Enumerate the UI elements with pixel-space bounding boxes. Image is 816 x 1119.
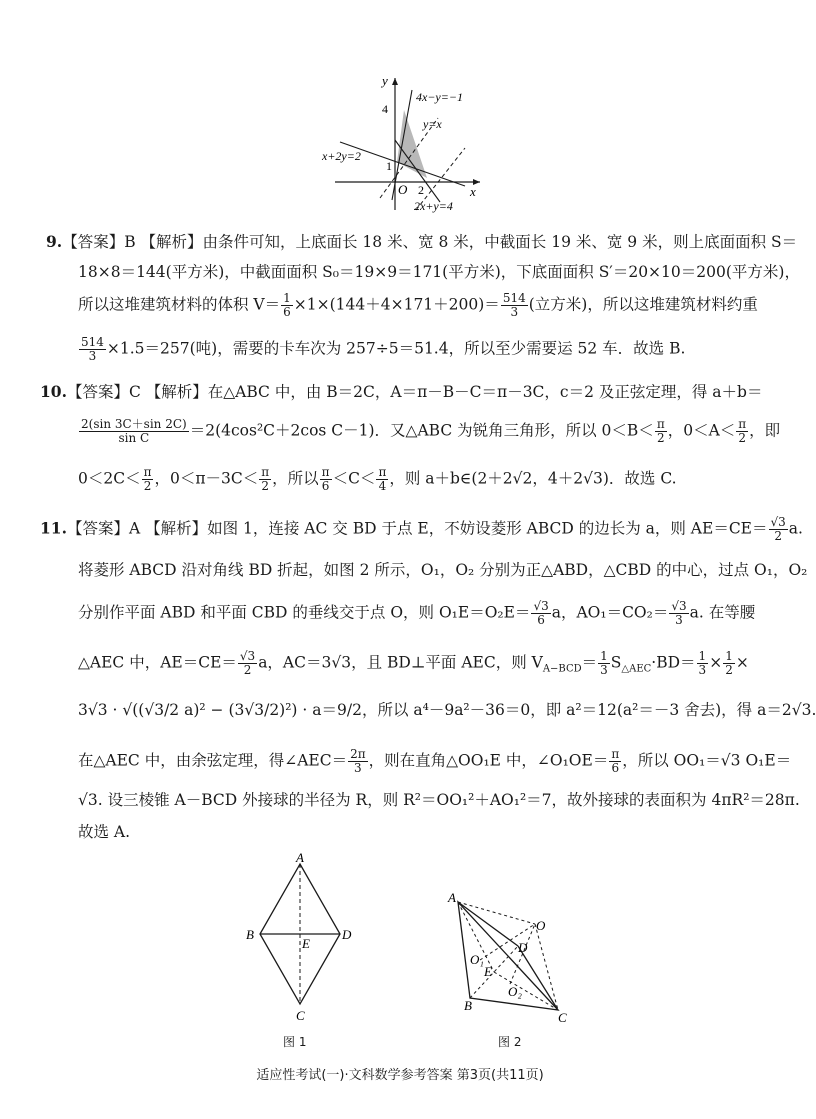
q10-frac-3 <box>736 418 748 445</box>
q9-line2 <box>78 262 800 282</box>
frac-den: 2 <box>738 431 747 445</box>
frac-num: √3 <box>770 515 786 529</box>
q11-line6 <box>78 747 792 775</box>
label-4x-y: 4x−y=−1 <box>416 90 463 104</box>
fig2-label-o2: O₂ <box>508 984 522 999</box>
fig2-label-d: D <box>518 940 528 955</box>
fig2-label-o1: O₁ <box>470 952 484 967</box>
frac-num: 2π <box>350 747 366 761</box>
figure-1-caption: 图 1 <box>283 1035 307 1049</box>
q11-frac-5 <box>598 650 610 677</box>
q11-frac-7 <box>723 650 735 677</box>
q11-line5 <box>78 700 816 720</box>
q11-text-3b: a，AO₁＝CO₂＝ <box>551 603 669 622</box>
q10-text-2c: ，即 <box>749 421 781 440</box>
frac-den: 2 <box>243 663 252 677</box>
q9-line1 <box>46 232 798 252</box>
q10-line1 <box>40 382 763 402</box>
q11-frac-6 <box>697 650 709 677</box>
q9-text-3c: (立方米)，所以这堆建筑材料约重 <box>528 295 758 314</box>
q11-line3 <box>78 600 760 627</box>
frac-den: 6 <box>611 761 620 775</box>
frac-den: 2 <box>261 479 270 493</box>
q11-text-4f: × <box>709 653 723 672</box>
q11-frac-8 <box>348 748 368 775</box>
fig2-label-c: C <box>558 1010 567 1025</box>
frac-den: 3 <box>600 663 608 677</box>
q11-text-6c: ，所以 OO₁＝√3 O₁E＝ <box>622 751 792 770</box>
fig2-label-a: A <box>448 890 456 905</box>
q10-number: 10. <box>40 382 67 401</box>
frac-num: √3 <box>533 599 549 613</box>
fig2-label-e: E <box>484 964 492 979</box>
fig1-label-e: E <box>302 936 310 951</box>
q10-frac-5 <box>259 466 271 493</box>
q11-line2 <box>78 560 808 580</box>
frac-num: 2(sin 3C＋sin 2C) <box>81 417 187 431</box>
page-footer: 适应性考试(一)·文科数学参考答案 第3页(共11页) <box>256 1068 544 1083</box>
q10-text-2b: ，0＜A＜ <box>667 421 736 440</box>
q10-text-3a: 0＜2C＜ <box>78 469 141 488</box>
q11-line1 <box>40 515 803 543</box>
q11-text-1b: a. <box>788 519 803 538</box>
y-label: y <box>382 73 388 88</box>
q11-text-3c: a. 在等腰 <box>689 603 756 622</box>
frac-den: 6 <box>537 613 545 627</box>
origin-label: O <box>398 182 408 197</box>
q9-frac-1 <box>281 292 293 319</box>
frac-den: 3 <box>354 761 362 775</box>
q11-text-6b: ，则在直角△OO₁E 中，∠O₁OE＝ <box>368 751 609 770</box>
frac-den: 6 <box>321 479 330 493</box>
segment-ec <box>494 972 558 1010</box>
q11-text-2: 将菱形 ABCD 沿对角线 BD 折起，如图 2 所示，O₁，O₂ 分别为正△ABD，△CBD 的中心，过点 O₁，O₂ <box>78 561 808 579</box>
frac-den: 3 <box>510 305 519 319</box>
q11-number: 11. <box>40 518 67 538</box>
y-axis-arrow <box>392 78 398 85</box>
q11-text-4c: ＝ <box>581 653 598 672</box>
fig1-label-b: B <box>246 927 254 942</box>
frac-den: 4 <box>378 479 387 493</box>
label-x-2y: x+2y=2 <box>322 149 361 163</box>
frac-num: π <box>656 417 665 431</box>
label-2x-y: 2x+y=4 <box>414 199 453 213</box>
q11-frac-4 <box>238 650 257 677</box>
frac-den: 3 <box>698 663 707 677</box>
q11-text-6a: 在△AEC 中，由余弦定理，得∠AEC＝ <box>78 751 348 770</box>
q9-line4 <box>78 336 760 363</box>
q11-text-4g: × <box>735 653 749 672</box>
tick-4: 4 <box>382 102 388 116</box>
q9-line3 <box>78 292 760 319</box>
q11-sub-1: A−BCD <box>542 663 582 675</box>
q11-frac-9 <box>609 748 621 775</box>
q11-line8 <box>78 822 760 842</box>
q10-frac-1 <box>79 418 189 445</box>
q9-text-3b: ×1×(144＋4×171＋200)＝ <box>293 295 500 314</box>
q11-sub-2: △AEC <box>621 663 652 675</box>
q11-text-3a: 分别作平面 ABD 和平面 CBD 的垂线交于点 O，则 O₁E＝O₂E＝ <box>78 603 531 622</box>
fig1-label-a: A <box>296 850 304 865</box>
frac-num: √3 <box>671 599 687 613</box>
frac-num: 514 <box>81 335 104 349</box>
tick-1: 1 <box>386 159 392 173</box>
q11-text-4d: S <box>610 653 622 672</box>
x-label: x <box>470 184 476 199</box>
q9-number: 9. <box>46 232 63 251</box>
frac-den: 2 <box>774 529 782 543</box>
q10-frac-6 <box>320 466 332 493</box>
q10-line3 <box>78 466 760 493</box>
frac-num: 514 <box>502 291 526 305</box>
q9-frac-2 <box>501 292 528 319</box>
q9-text-2: 18×8＝144(平方米)，中截面面积 S₀＝19×9＝171(平方米)，下底面面积 S′＝20×10＝200(平方米)， <box>78 263 800 281</box>
q10-frac-2 <box>655 418 667 445</box>
frac-num: π <box>261 465 270 479</box>
frac-den: 2 <box>725 663 733 677</box>
frac-den: 2 <box>143 479 152 493</box>
edge-dc <box>518 946 558 1010</box>
q10-text-3e: ，则 a＋b∈(2＋2√2，4＋2√3)．故选 C. <box>389 469 677 488</box>
frac-num: π <box>143 465 152 479</box>
q10-frac-4 <box>142 466 154 493</box>
q10-text-3d: ＜C＜ <box>332 469 376 488</box>
tick-2: 2 <box>418 183 424 197</box>
q11-frac-2 <box>531 600 550 627</box>
q11-line7 <box>78 790 800 810</box>
frac-num: 1 <box>698 649 707 663</box>
q9-text-1: 【答案】B 【解析】由条件可知，上底面长 18 米、宽 8 米，中截面长 19 米、宽 9 米，则上底面面积 S＝ <box>62 233 798 251</box>
frac-den: 2 <box>656 431 665 445</box>
frac-num: 1 <box>725 649 733 663</box>
frac-den: 6 <box>283 305 291 319</box>
frac-num: π <box>738 417 747 431</box>
frac-num: π <box>611 747 620 761</box>
q11-text-7: √3. 设三棱锥 A－BCD 外接球的半径为 R，则 R²＝OO₁²＋AO₁²＝7，故外接球的表面积为 4πR²＝28π. <box>78 791 800 809</box>
figure-2-caption: 图 2 <box>498 1035 522 1049</box>
fig2-label-o: O <box>536 918 546 933</box>
edge-ad <box>458 902 518 946</box>
q11-text-8: 故选 A. <box>78 823 131 841</box>
figure-2-tetrahedron <box>440 888 580 1028</box>
frac-num: √3 <box>239 649 256 663</box>
q10-text-1: 【答案】C 【解析】在△ABC 中，由 B＝2C，A＝π－B－C＝π－3C，c＝2 及正弦定理，得 a＋b＝ <box>66 383 763 401</box>
frac-den: sin C <box>118 431 150 445</box>
fig2-label-b: B <box>464 998 472 1013</box>
q11-text-4e: ·BD＝ <box>651 653 696 672</box>
q11-text-5: 3√3 · √((√3/2 a)² − (3√3/2)²) · a＝9/2，所以 a⁴－9a²－36＝0，即 a²＝12(a²＝－3 舍去)，得 a＝2√3. <box>78 701 816 719</box>
q10-text-2a: ＝2(4cos²C＋2cos C－1)．又△ABC 为锐角三角形，所以 0＜B＜ <box>189 421 654 440</box>
fig1-label-c: C <box>296 1008 305 1023</box>
frac-den: 3 <box>675 613 683 627</box>
q9-text-3a: 所以这堆建筑材料的体积 V＝ <box>78 295 281 314</box>
q11-text-4a: △AEC 中，AE＝CE＝ <box>78 653 237 672</box>
q9-text-4: ×1.5＝257(吨)，需要的卡车次为 257÷5＝51.4，所以至少需要运 52 车．故选 B. <box>106 339 686 358</box>
q10-frac-7 <box>376 466 388 493</box>
frac-den: 3 <box>88 349 97 363</box>
frac-num: π <box>321 465 330 479</box>
q11-frac-1 <box>769 516 788 543</box>
q11-line4 <box>78 650 760 680</box>
linear-programming-graph <box>320 70 490 220</box>
frac-num: 1 <box>600 649 608 663</box>
q10-line2 <box>78 417 781 445</box>
q11-frac-3 <box>669 600 688 627</box>
q10-text-3b: ，0＜π－3C＜ <box>154 469 259 488</box>
frac-num: 1 <box>283 291 291 305</box>
q11-text-4b: a，AC＝3√3，且 BD⊥平面 AEC，则 V <box>258 653 543 672</box>
label-y-eq-x: y=x <box>423 117 442 131</box>
segment-ao <box>458 902 535 924</box>
fig1-label-d: D <box>342 927 352 942</box>
q11-text-1a: 【答案】A 【解析】如图 1，连接 AC 交 BD 于点 E，不妨设菱形 ABCD 的边长为 a，则 AE＝CE＝ <box>66 519 768 538</box>
figure-1-rhombus <box>240 852 370 1032</box>
q10-text-3c: ，所以 <box>272 469 319 488</box>
q9-frac-3 <box>79 336 106 363</box>
frac-num: π <box>378 465 387 479</box>
